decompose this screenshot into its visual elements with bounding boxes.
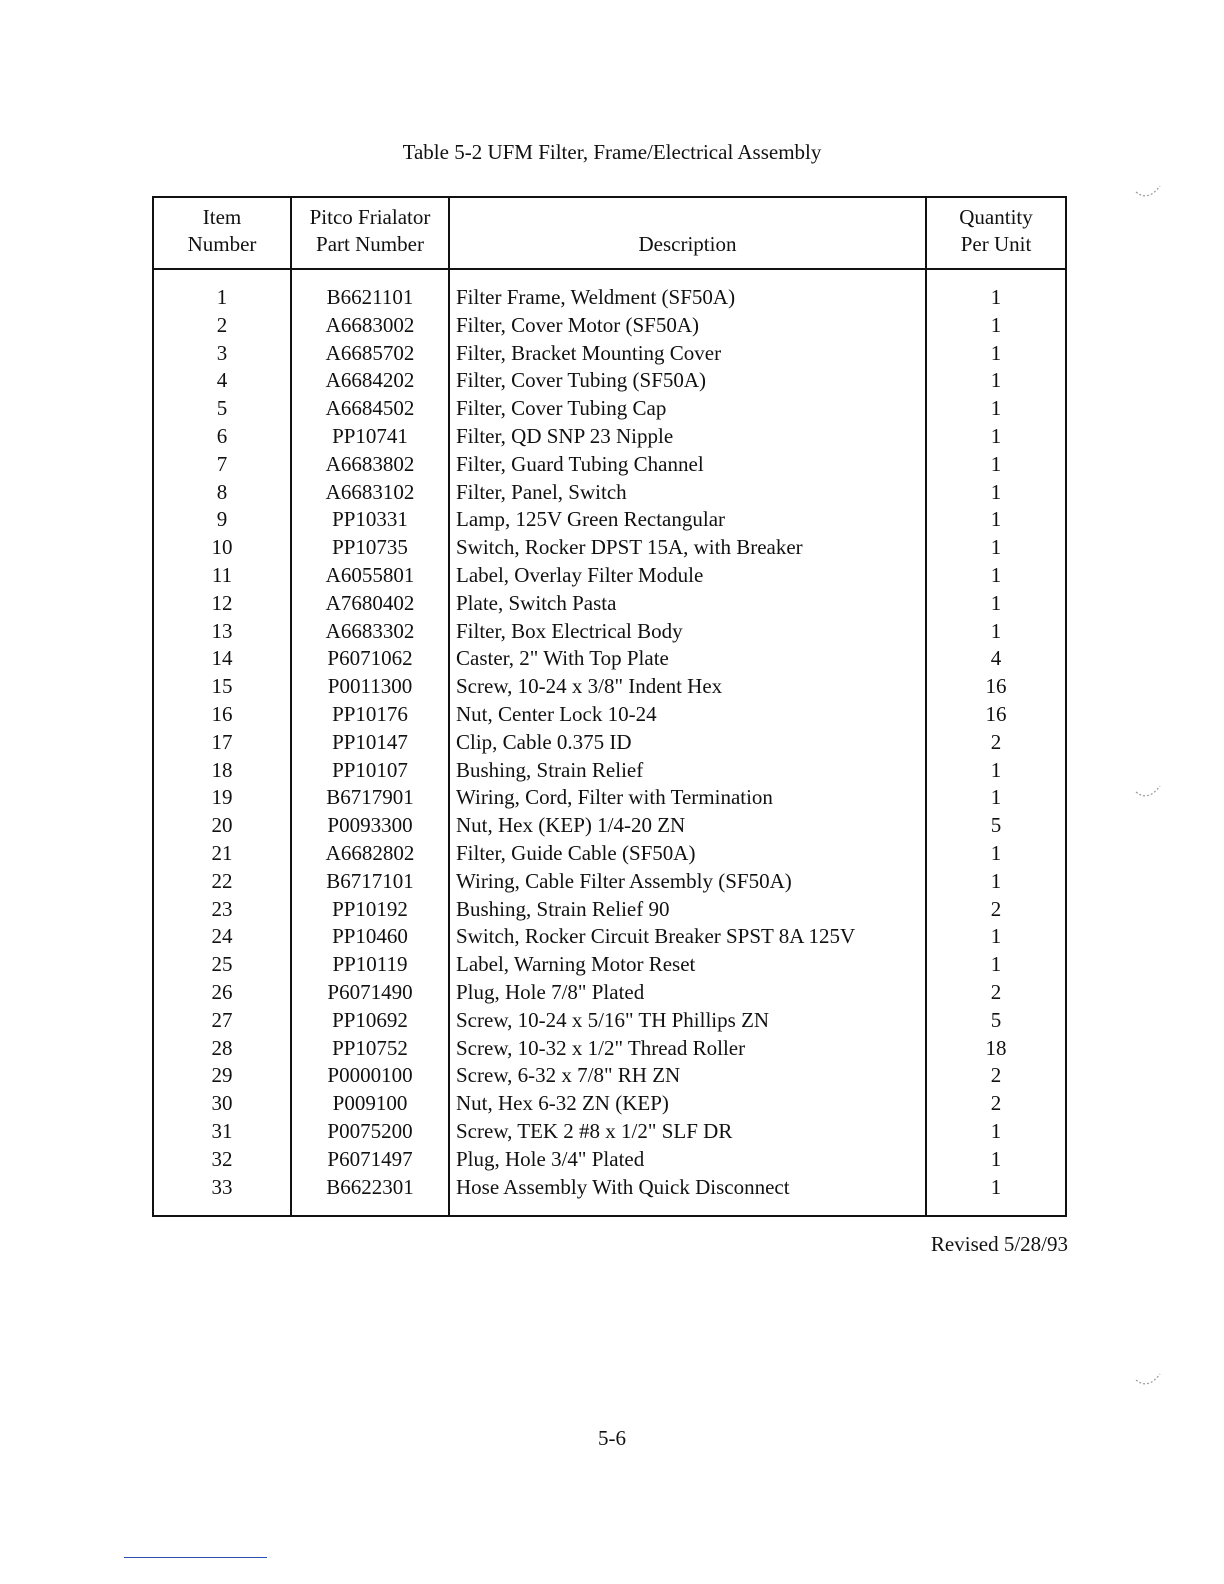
part-number-cell: B6717101 (291, 868, 449, 896)
description-cell: Filter, Box Electrical Body (449, 618, 926, 646)
item-number-cell: 25 (211, 952, 233, 977)
part-number-cell: PP10176 (291, 701, 449, 729)
part-number-cell: P0011300 (291, 673, 449, 701)
quantity-cell: 1 (926, 784, 1066, 812)
table-row (153, 562, 1066, 590)
footer-rule (124, 1557, 267, 1558)
description-cell: Lamp, 125V Green Rectangular (449, 506, 926, 534)
header-item-line1: Item (202, 205, 242, 229)
description-cell: Screw, 6-32 x 7/8" RH ZN (449, 1062, 926, 1090)
table-row (153, 506, 1066, 534)
table-row (153, 673, 1066, 701)
item-number-cell: 5 (216, 396, 228, 421)
parts-table (152, 196, 1067, 1217)
part-number-cell: P6071490 (291, 979, 449, 1007)
part-number-cell: PP10147 (291, 729, 449, 757)
item-number-cell: 15 (211, 674, 233, 699)
quantity-cell: 1 (926, 868, 1066, 896)
header-description: Description (449, 197, 926, 269)
table-row (153, 951, 1066, 979)
margin-scan-mark (1134, 172, 1164, 212)
item-number-cell: 10 (211, 535, 233, 560)
item-number-cell: 26 (211, 979, 233, 1004)
table-row (153, 812, 1066, 840)
part-number-cell: B6622301 (291, 1174, 449, 1217)
quantity-cell: 5 (926, 812, 1066, 840)
quantity-cell: 16 (926, 673, 1066, 701)
quantity-cell: 1 (926, 951, 1066, 979)
table-row (153, 618, 1066, 646)
table-row (153, 451, 1066, 479)
item-number-cell: 6 (216, 423, 228, 448)
table-row (153, 1062, 1066, 1090)
item-number-cell: 11 (211, 562, 233, 587)
quantity-cell: 1 (926, 451, 1066, 479)
part-number-cell: P009100 (291, 1090, 449, 1118)
part-number-cell: PP10692 (291, 1007, 449, 1035)
quantity-cell: 1 (926, 923, 1066, 951)
table-row (153, 1007, 1066, 1035)
item-number-cell: 13 (211, 618, 233, 643)
part-number-cell: P6071497 (291, 1146, 449, 1174)
part-number-cell: PP10331 (291, 506, 449, 534)
margin-scan-mark (1134, 780, 1164, 810)
table-row (153, 1035, 1066, 1063)
table-row (153, 1146, 1066, 1174)
item-number-cell: 28 (211, 1035, 233, 1060)
table-row (153, 840, 1066, 868)
description-cell: Label, Overlay Filter Module (449, 562, 926, 590)
table-row (153, 729, 1066, 757)
quantity-cell: 1 (926, 840, 1066, 868)
item-number-cell: 29 (211, 1063, 233, 1088)
table-row (153, 784, 1066, 812)
table-row (153, 1118, 1066, 1146)
quantity-cell: 1 (926, 1118, 1066, 1146)
part-number-cell: A6685702 (291, 340, 449, 368)
table-row (153, 923, 1066, 951)
quantity-cell: 1 (926, 534, 1066, 562)
part-number-cell: A6683102 (291, 479, 449, 507)
part-number-cell: A6684502 (291, 395, 449, 423)
description-cell: Screw, TEK 2 #8 x 1/2" SLF DR (449, 1118, 926, 1146)
quantity-cell: 1 (926, 423, 1066, 451)
quantity-cell: 1 (926, 367, 1066, 395)
item-number-cell: 23 (211, 896, 233, 921)
item-number-cell: 12 (211, 590, 233, 615)
item-number-cell: 3 (216, 340, 228, 365)
table-row (153, 645, 1066, 673)
quantity-cell: 1 (926, 1146, 1066, 1174)
part-number-cell: PP10107 (291, 757, 449, 785)
quantity-cell: 1 (926, 269, 1066, 312)
description-cell: Plug, Hole 3/4" Plated (449, 1146, 926, 1174)
item-number-cell: 14 (211, 646, 233, 671)
table-row (153, 1174, 1066, 1217)
part-number-cell: PP10460 (291, 923, 449, 951)
quantity-cell: 2 (926, 1090, 1066, 1118)
description-cell: Switch, Rocker Circuit Breaker SPST 8A 125V (449, 923, 926, 951)
table-row (153, 896, 1066, 924)
part-number-cell: A7680402 (291, 590, 449, 618)
description-cell: Nut, Hex (KEP) 1/4-20 ZN (449, 812, 926, 840)
description-cell: Filter, Cover Motor (SF50A) (449, 312, 926, 340)
part-number-cell: PP10752 (291, 1035, 449, 1063)
table-row (153, 269, 1066, 312)
item-number-cell: 9 (216, 507, 228, 532)
description-cell: Switch, Rocker DPST 15A, with Breaker (449, 534, 926, 562)
description-cell: Caster, 2" With Top Plate (449, 645, 926, 673)
item-number-cell: 24 (211, 924, 233, 949)
header-qty-line1: Quantity (959, 205, 1033, 229)
item-number-cell: 8 (216, 479, 228, 504)
item-number-cell: 17 (211, 729, 233, 754)
item-number-cell: 16 (211, 701, 233, 726)
table-row (153, 701, 1066, 729)
description-cell: Wiring, Cord, Filter with Termination (449, 784, 926, 812)
part-number-cell: PP10192 (291, 896, 449, 924)
table-row (153, 1090, 1066, 1118)
quantity-cell: 1 (926, 757, 1066, 785)
quantity-cell: 1 (926, 479, 1066, 507)
description-cell: Filter Frame, Weldment (SF50A) (449, 269, 926, 312)
description-cell: Filter, QD SNP 23 Nipple (449, 423, 926, 451)
description-cell: Plate, Switch Pasta (449, 590, 926, 618)
part-number-cell: B6717901 (291, 784, 449, 812)
table-row (153, 340, 1066, 368)
description-cell: Wiring, Cable Filter Assembly (SF50A) (449, 868, 926, 896)
table-row (153, 423, 1066, 451)
part-number-cell: A6683302 (291, 618, 449, 646)
table-row (153, 479, 1066, 507)
part-number-cell: A6683002 (291, 312, 449, 340)
header-qty-line2: Per Unit (960, 232, 1032, 256)
item-number-cell: 30 (211, 1091, 233, 1116)
part-number-cell: P0093300 (291, 812, 449, 840)
quantity-cell: 4 (926, 645, 1066, 673)
part-number-cell: PP10735 (291, 534, 449, 562)
item-number-cell: 32 (211, 1146, 233, 1171)
description-cell: Nut, Center Lock 10-24 (449, 701, 926, 729)
quantity-cell: 18 (926, 1035, 1066, 1063)
table-row (153, 979, 1066, 1007)
description-cell: Plug, Hole 7/8" Plated (449, 979, 926, 1007)
item-number-cell: 20 (211, 813, 233, 838)
description-cell: Bushing, Strain Relief 90 (449, 896, 926, 924)
part-number-cell: B6621101 (291, 269, 449, 312)
item-number-cell: 19 (211, 785, 233, 810)
quantity-cell: 1 (926, 340, 1066, 368)
header-part-number (291, 197, 449, 269)
page-number: 5-6 (598, 1426, 626, 1450)
item-number-cell: 7 (216, 451, 228, 476)
table-header-row (153, 197, 1066, 269)
quantity-cell: 1 (926, 395, 1066, 423)
description-cell: Filter, Panel, Switch (449, 479, 926, 507)
header-item-number (153, 197, 291, 269)
description-cell: Hose Assembly With Quick Disconnect (449, 1174, 926, 1217)
table-row (153, 534, 1066, 562)
item-number-cell: 18 (211, 757, 233, 782)
item-number-cell: 4 (216, 368, 228, 393)
item-number-cell: 2 (216, 312, 228, 337)
table-row (153, 868, 1066, 896)
description-cell: Filter, Guard Tubing Channel (449, 451, 926, 479)
description-cell: Label, Warning Motor Reset (449, 951, 926, 979)
description-cell: Filter, Cover Tubing (SF50A) (449, 367, 926, 395)
table-row (153, 757, 1066, 785)
margin-scan-mark (1134, 1368, 1164, 1398)
description-cell: Filter, Guide Cable (SF50A) (449, 840, 926, 868)
part-number-cell: A6682802 (291, 840, 449, 868)
description-cell: Screw, 10-24 x 3/8" Indent Hex (449, 673, 926, 701)
quantity-cell: 1 (926, 618, 1066, 646)
item-number-cell: 21 (211, 840, 233, 865)
description-cell: Clip, Cable 0.375 ID (449, 729, 926, 757)
part-number-cell: A6684202 (291, 367, 449, 395)
item-number-cell: 27 (211, 1007, 233, 1032)
quantity-cell: 16 (926, 701, 1066, 729)
part-number-cell: A6055801 (291, 562, 449, 590)
description-cell: Screw, 10-24 x 5/16" TH Phillips ZN (449, 1007, 926, 1035)
quantity-cell: 1 (926, 590, 1066, 618)
part-number-cell: P0000100 (291, 1062, 449, 1090)
description-cell: Filter, Cover Tubing Cap (449, 395, 926, 423)
table-body (153, 269, 1066, 1216)
part-number-cell: A6683802 (291, 451, 449, 479)
part-number-cell: P6071062 (291, 645, 449, 673)
description-cell: Filter, Bracket Mounting Cover (449, 340, 926, 368)
item-number-cell: 1 (216, 285, 228, 309)
table-title: Table 5-2 UFM Filter, Frame/Electrical Assembly (402, 140, 822, 164)
quantity-cell: 2 (926, 1062, 1066, 1090)
quantity-cell: 1 (926, 562, 1066, 590)
table-row (153, 395, 1066, 423)
item-number-cell: 22 (211, 868, 233, 893)
description-cell: Nut, Hex 6-32 ZN (KEP) (449, 1090, 926, 1118)
quantity-cell: 1 (926, 1174, 1066, 1217)
item-number-cell: 33 (211, 1174, 233, 1199)
table-row (153, 367, 1066, 395)
description-cell: Screw, 10-32 x 1/2" Thread Roller (449, 1035, 926, 1063)
revision-date: Revised 5/28/93 (930, 1232, 1068, 1256)
item-number-cell: 31 (211, 1118, 233, 1143)
quantity-cell: 2 (926, 729, 1066, 757)
header-item-line2: Number (187, 232, 257, 256)
header-quantity (926, 197, 1066, 269)
header-part-line1: Pitco Frialator (309, 205, 431, 229)
quantity-cell: 2 (926, 979, 1066, 1007)
part-number-cell: P0075200 (291, 1118, 449, 1146)
header-part-line2: Part Number (316, 232, 424, 256)
quantity-cell: 5 (926, 1007, 1066, 1035)
description-cell: Bushing, Strain Relief (449, 757, 926, 785)
part-number-cell: PP10119 (291, 951, 449, 979)
quantity-cell: 1 (926, 506, 1066, 534)
quantity-cell: 2 (926, 896, 1066, 924)
table-row (153, 312, 1066, 340)
quantity-cell: 1 (926, 312, 1066, 340)
table-row (153, 590, 1066, 618)
part-number-cell: PP10741 (291, 423, 449, 451)
